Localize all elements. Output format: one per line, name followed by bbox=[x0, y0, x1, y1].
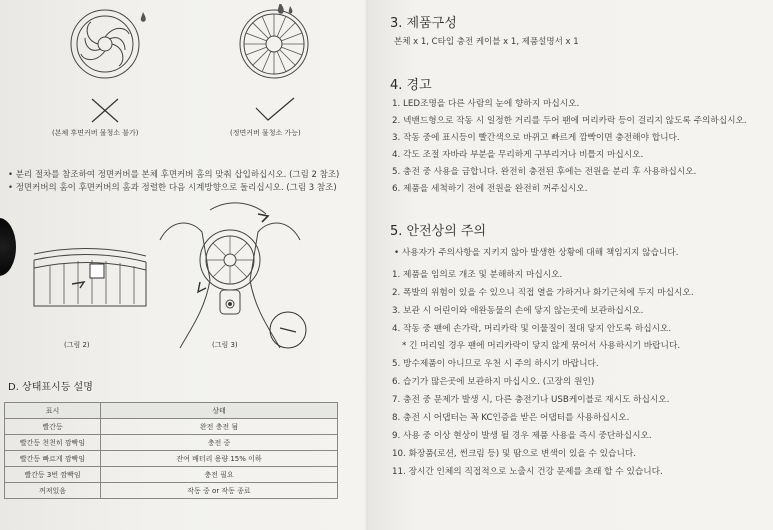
safety-11: 11. 장시간 인체의 직접적으로 노출시 건강 문제를 초래 할 수 있습니다. bbox=[392, 467, 663, 477]
instruction-2: • 정면커버의 홈이 후면커버의 홈과 정렬한 다음 시계방향으로 돌리십시오. (그림 3 참조) bbox=[8, 183, 337, 193]
safety-4: 4. 작동 중 팬에 손가락, 머리카락 및 이물질이 절대 닿지 안도록 하십시오. bbox=[392, 324, 672, 334]
safety-4-note: * 긴 머리일 경우 팬에 머리카락이 닿지 않게 묶어서 사용하시기 바랍니다. bbox=[402, 341, 681, 351]
safety-9: 9. 사용 중 이상 현상이 발생 될 경우 제품 사용을 즉시 중단하십시오. bbox=[392, 431, 652, 441]
figure-2-illustration bbox=[30, 244, 150, 314]
table-row bbox=[5, 483, 338, 499]
figure-2-label: (그림 2) bbox=[64, 341, 90, 349]
section-5-title: 5. 안전상의 주의 bbox=[390, 224, 487, 239]
warning-6: 6. 제품을 세척하기 전에 전원을 완전히 꺼주십시오. bbox=[392, 184, 588, 194]
left-page bbox=[0, 0, 370, 530]
safety-6: 6. 습기가 많은곳에 보관하지 마십시오. (고장의 원인) bbox=[392, 377, 595, 387]
warning-4: 4. 각도 조절 자바라 부분을 무리하게 구부리거나 비틀지 마십시오. bbox=[392, 150, 644, 160]
section-4-title: 4. 경고 bbox=[390, 78, 432, 93]
dark-object-edge bbox=[0, 218, 16, 276]
safety-2: 2. 폭발의 위험이 있을 수 있으니 직접 열을 가하거나 화기근처에 두지 마십시오. bbox=[392, 288, 694, 298]
safety-5: 5. 방수제품이 아니므로 우천 시 주의 하시기 바랍니다. bbox=[392, 359, 599, 369]
table-cell: 빨간등 3번 깜빡임 bbox=[5, 467, 101, 483]
status-table bbox=[4, 402, 338, 499]
safety-10: 10. 화장품(로션, 썬크림 등) 및 땀으로 변색이 있을 수 있습니다. bbox=[392, 449, 636, 459]
table-header-indicator: 표시 bbox=[5, 403, 101, 419]
table-cell: 작동 중 or 작동 종료 bbox=[101, 483, 338, 499]
table-cell: 빨간등 천천히 깜빡임 bbox=[5, 435, 101, 451]
section-3-text: 본체 x 1, C타입 충전 케이블 x 1, 제품설명서 x 1 bbox=[394, 37, 579, 47]
table-header-status: 상태 bbox=[101, 403, 338, 419]
safety-note: • 사용자가 주의사항을 지키지 않아 발생한 상황에 대해 책임지지 않습니다. bbox=[394, 248, 679, 258]
caption-rear-cover: (본체 후면커버 물청소 불가) bbox=[52, 129, 139, 137]
safety-7: 7. 충전 중 문제가 발생 시, 다른 충전기나 USB케이블로 재시도 하십시오. bbox=[392, 395, 670, 405]
safety-8: 8. 충전 시 어댑터는 꼭 KC인증을 받은 어댑터를 사용하십시오. bbox=[392, 413, 630, 423]
safety-1: 1. 제품을 임의로 개조 및 분해하지 마십시오. bbox=[392, 270, 563, 280]
table-row bbox=[5, 419, 338, 435]
table-cell: 꺼져있음 bbox=[5, 483, 101, 499]
right-page bbox=[368, 0, 773, 530]
table-row bbox=[5, 451, 338, 467]
section-3-title: 3. 제품구성 bbox=[390, 16, 457, 31]
rear-cover-illustration bbox=[65, 4, 155, 124]
caption-front-cover: (정면커버 물청소 가능) bbox=[230, 129, 301, 137]
status-section-title: D. 상태표시등 설명 bbox=[8, 382, 93, 393]
warning-3: 3. 작동 중에 표시등이 빨간색으로 바뀌고 빠르게 깜빡이면 충전해야 합니다. bbox=[392, 133, 680, 143]
table-row bbox=[5, 467, 338, 483]
figure-3-label: (그림 3) bbox=[212, 341, 238, 349]
table-cell: 잔여 배터리 용량 15% 이하 bbox=[101, 451, 338, 467]
table-cell: 빨간등 빠르게 깜빡임 bbox=[5, 451, 101, 467]
instruction-1: • 분리 절차를 참조하여 정면커버를 본체 후면커버 홈의 맞춰 삽입하십시오. (그림 2 참조) bbox=[8, 170, 340, 180]
warning-5: 5. 충전 중 사용을 금합니다. 완전히 충전된 후에는 전원을 분리 후 사용하십시오. bbox=[392, 167, 697, 177]
safety-3: 3. 보관 시 어린이와 애완동물의 손에 닿지 않는곳에 보관하십시오. bbox=[392, 306, 644, 316]
front-cover-illustration bbox=[232, 4, 322, 124]
table-cell: 충전 중 bbox=[101, 435, 338, 451]
table-cell: 완전 충전 됨 bbox=[101, 419, 338, 435]
warning-1: 1. LED조명을 다른 사람의 눈에 향하지 마십시오. bbox=[392, 99, 580, 109]
table-row bbox=[5, 403, 338, 419]
warning-2: 2. 넥밴드형으로 작동 시 일정한 거리를 두어 팬에 머리카락 등이 걸리지 않도록 주의하십시오. bbox=[392, 116, 747, 126]
table-cell: 충전 필요 bbox=[101, 467, 338, 483]
figure-3-illustration bbox=[150, 200, 330, 350]
table-row bbox=[5, 435, 338, 451]
table-cell: 빨간등 bbox=[5, 419, 101, 435]
